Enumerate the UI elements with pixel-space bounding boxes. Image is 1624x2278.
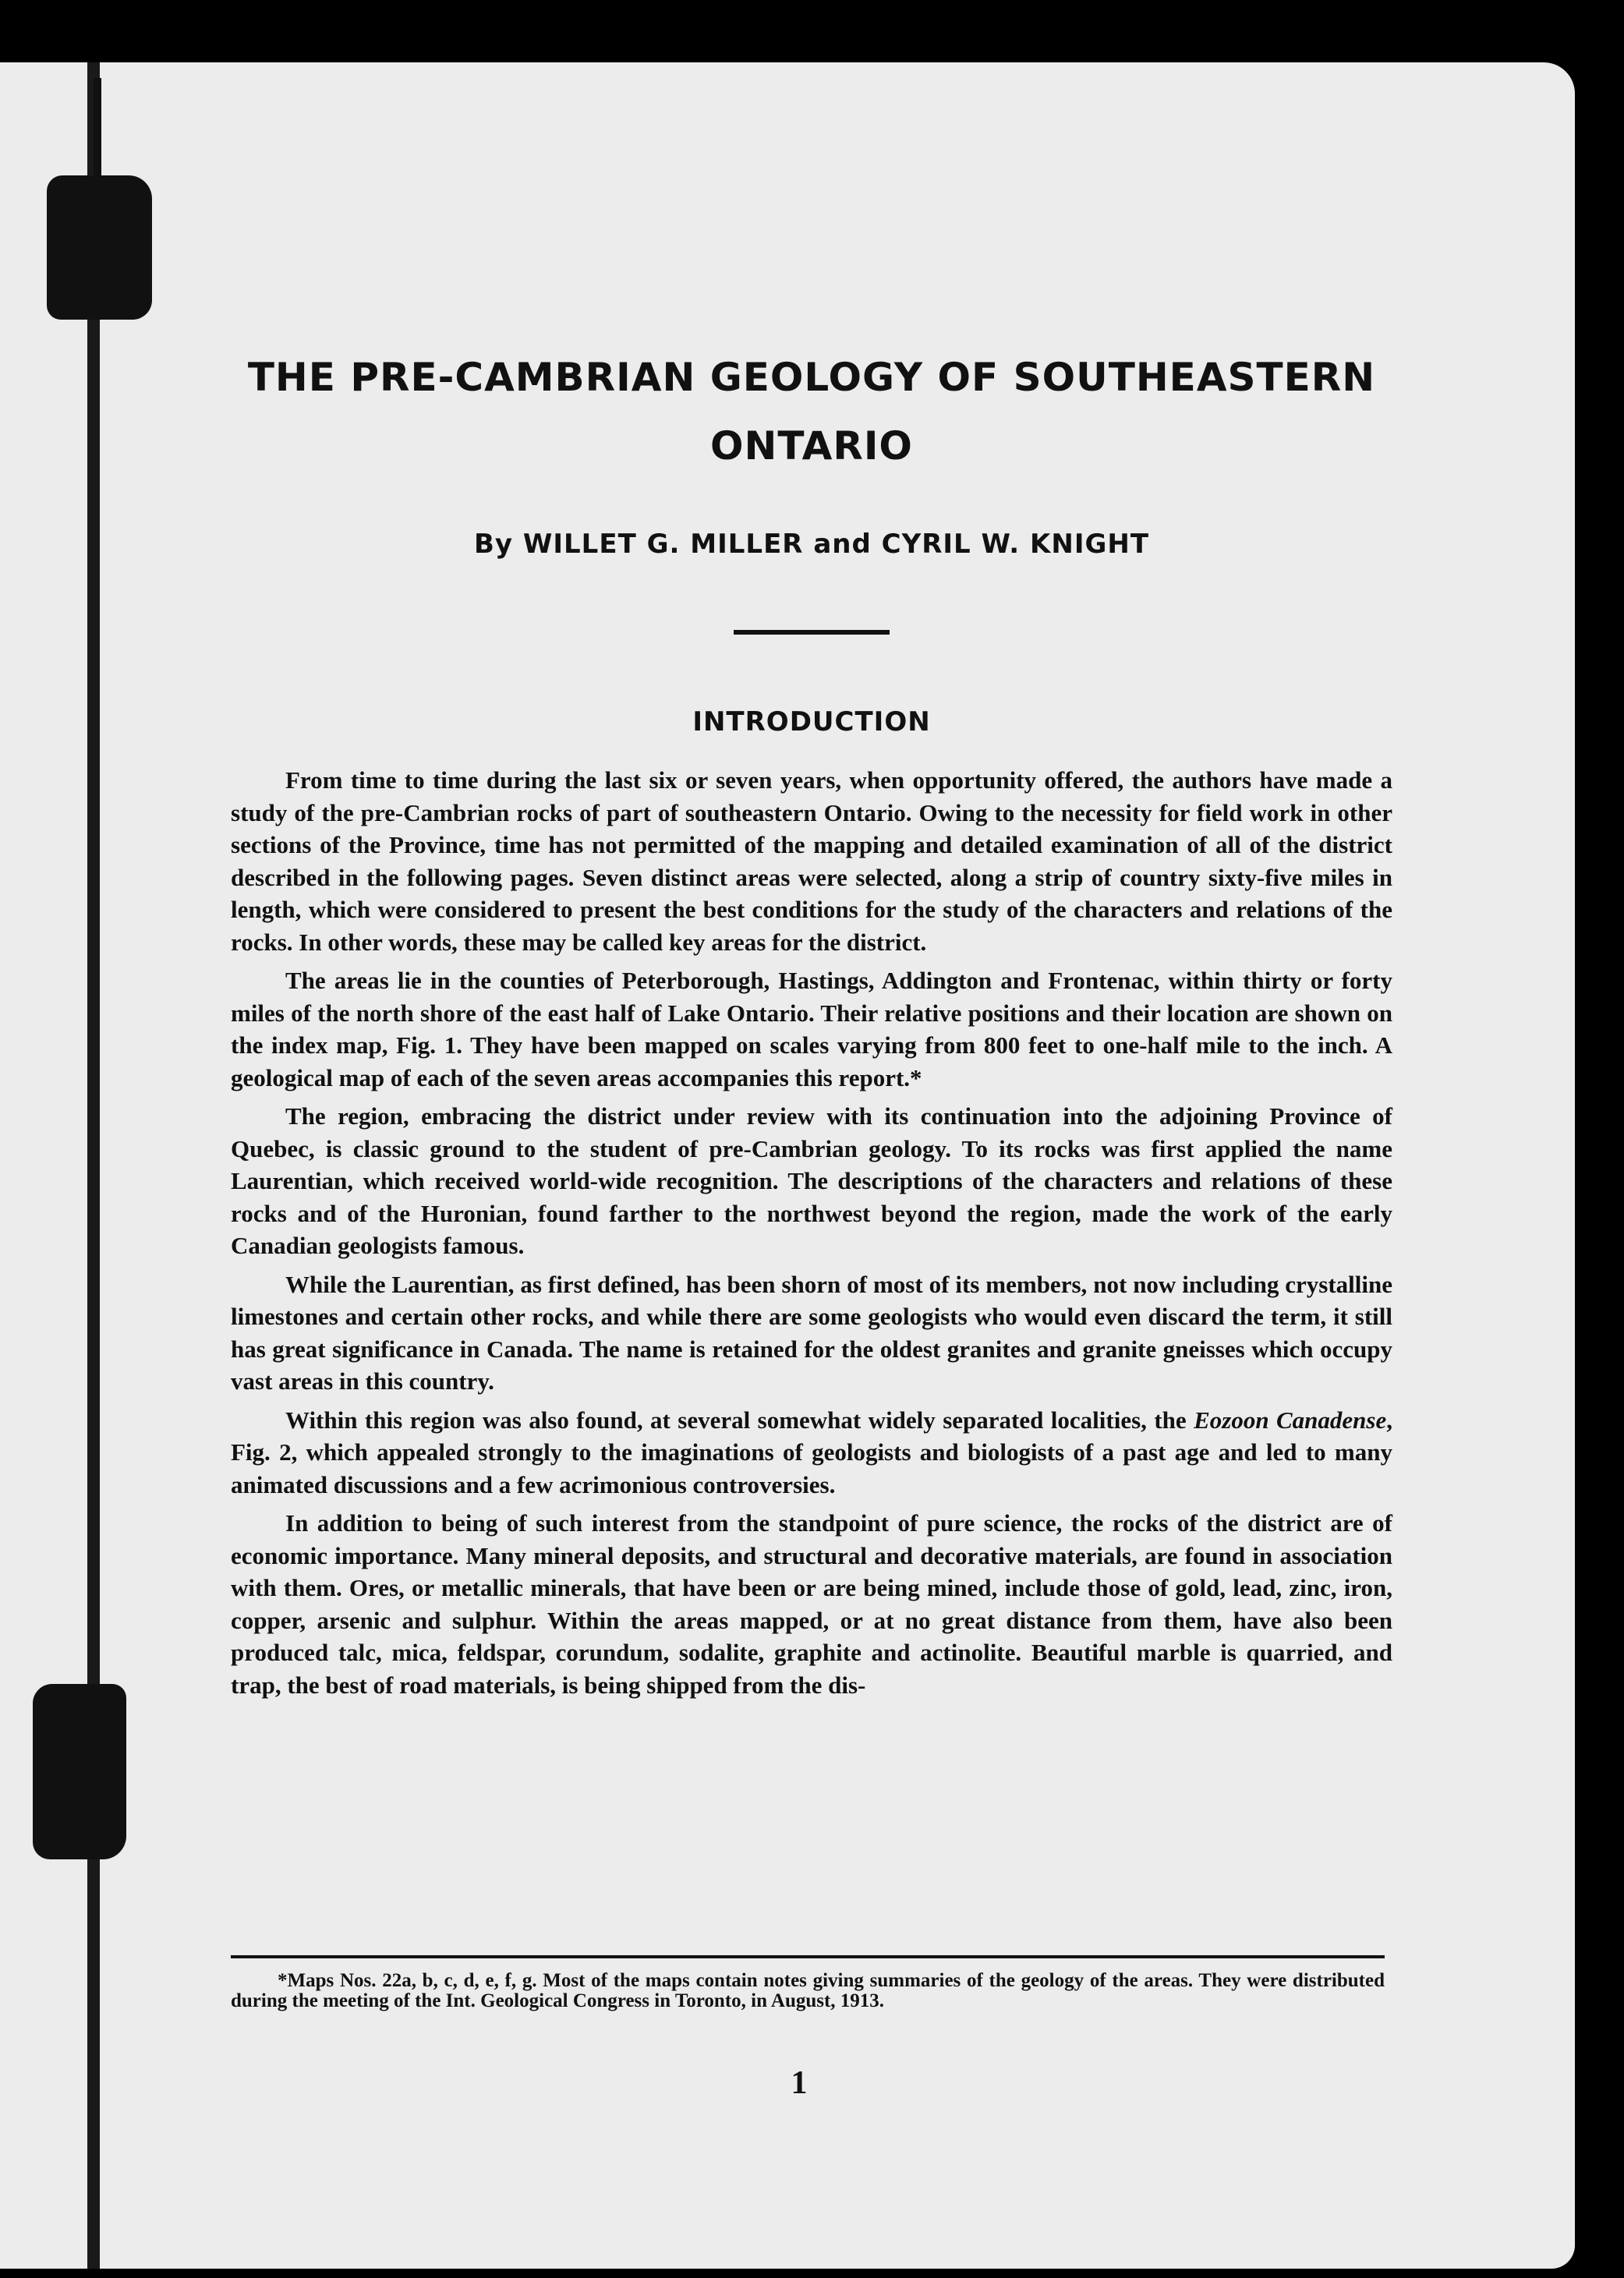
- paragraph: In addition to being of such interest from the standpoint of pure science, the rocks of the district are of economic importance. Many mineral deposits, and structural and decorative materials, are found in association with them. Ores, or metallic minerals, that have been or are being mined, include those of gold, lead, zinc, iron, copper, arsenic and sulphur. Within the areas mapped, or at no great distance from them, have also been produced talc, mica, feldspar, corundum, sodalite, graphite and actinolite. Beautiful marble is quarried, and trap, the best of road materials, is being shipped from the dis-: [231, 1509, 1392, 1699]
- author-byline: By WILLET G. MILLER and CYRIL W. KNIGHT: [473, 529, 1150, 560]
- binding-clip-bottom: [33, 1684, 126, 1859]
- paragraph: The areas lie in the counties of Peterborough, Hastings, Addington and Frontenac, within thirty or forty miles of the north shore of the east half of Lake Ontario. Their relative positions and their location are shown on the index map, Fig. 1. They have been mapped on scales varying from 800 feet to one-half mile to the inch. A geological map of each of the seven areas accompanies this report.*: [231, 967, 1392, 1091]
- paragraph: From time to time during the last six or seven years, when opportunity offered, the authors have made a study of the pre-Cambrian rocks of part of southeastern Ontario. Owing to the necessity for field work in other sections of the Province, time has not permitted of the mapping and detailed examination of all of the district described in the following pages. Seven distinct areas were selected, along a strip of country sixty-five miles in length, which were considered to present the best conditions for the study of the characters and relations of the rocks. In other words, these may be called key areas for the district.: [231, 766, 1392, 956]
- binding-gutter: [87, 62, 100, 2269]
- paragraph-text: Within this region was also found, at several somewhat widely separated localities, the: [285, 1406, 1194, 1434]
- article: [231, 343, 1392, 1707]
- footnote-divider: [231, 1955, 1385, 1958]
- section-heading: INTRODUCTION: [692, 706, 931, 738]
- paragraph: While the Laurentian, as first defined, has been shorn of most of its members, not now including crystalline limestones and certain other rocks, and while there are some geologists who would even discard the term, it still has great significance in Canada. The name is retained for the oldest granites and granite gneisses which occupy vast areas in this country.: [231, 1270, 1392, 1395]
- binding-clip-top: [47, 175, 152, 320]
- title-divider: [734, 630, 890, 635]
- paragraph-text: , Fig. 2, which appealed strongly to the imaginations of geologists and biologists of a past age and led to many animated discussions and a few acrimonious controversies.: [231, 1406, 1392, 1498]
- paragraph: [231, 1404, 1392, 1502]
- species-name: Eozoon Canadense: [1194, 1406, 1387, 1434]
- page-number: 1: [791, 2065, 808, 2101]
- page-title: THE PRE-CAMBRIAN GEOLOGY OF SOUTHEASTERN ONTARIO: [247, 355, 1376, 469]
- body-text: [231, 764, 1392, 1701]
- footnote: *Maps Nos. 22a, b, c, d, e, f, g. Most of the maps contain notes giving summaries of the geology of the areas. They were distributed during the meeting of the Int. Geological Congress in Toronto, in August, 1913.: [231, 1970, 1385, 2011]
- paragraph: The region, embracing the district under review with its continuation into the adjoining Province of Quebec, is classic ground to the student of pre-Cambrian geology. To its rocks was first applied the name Laurentian, which received world-wide recognition. The descriptions of the characters and relations of these rocks and of the Huronian, found farther to the northwest beyond the region, made the work of the early Canadian geologists famous.: [231, 1102, 1392, 1259]
